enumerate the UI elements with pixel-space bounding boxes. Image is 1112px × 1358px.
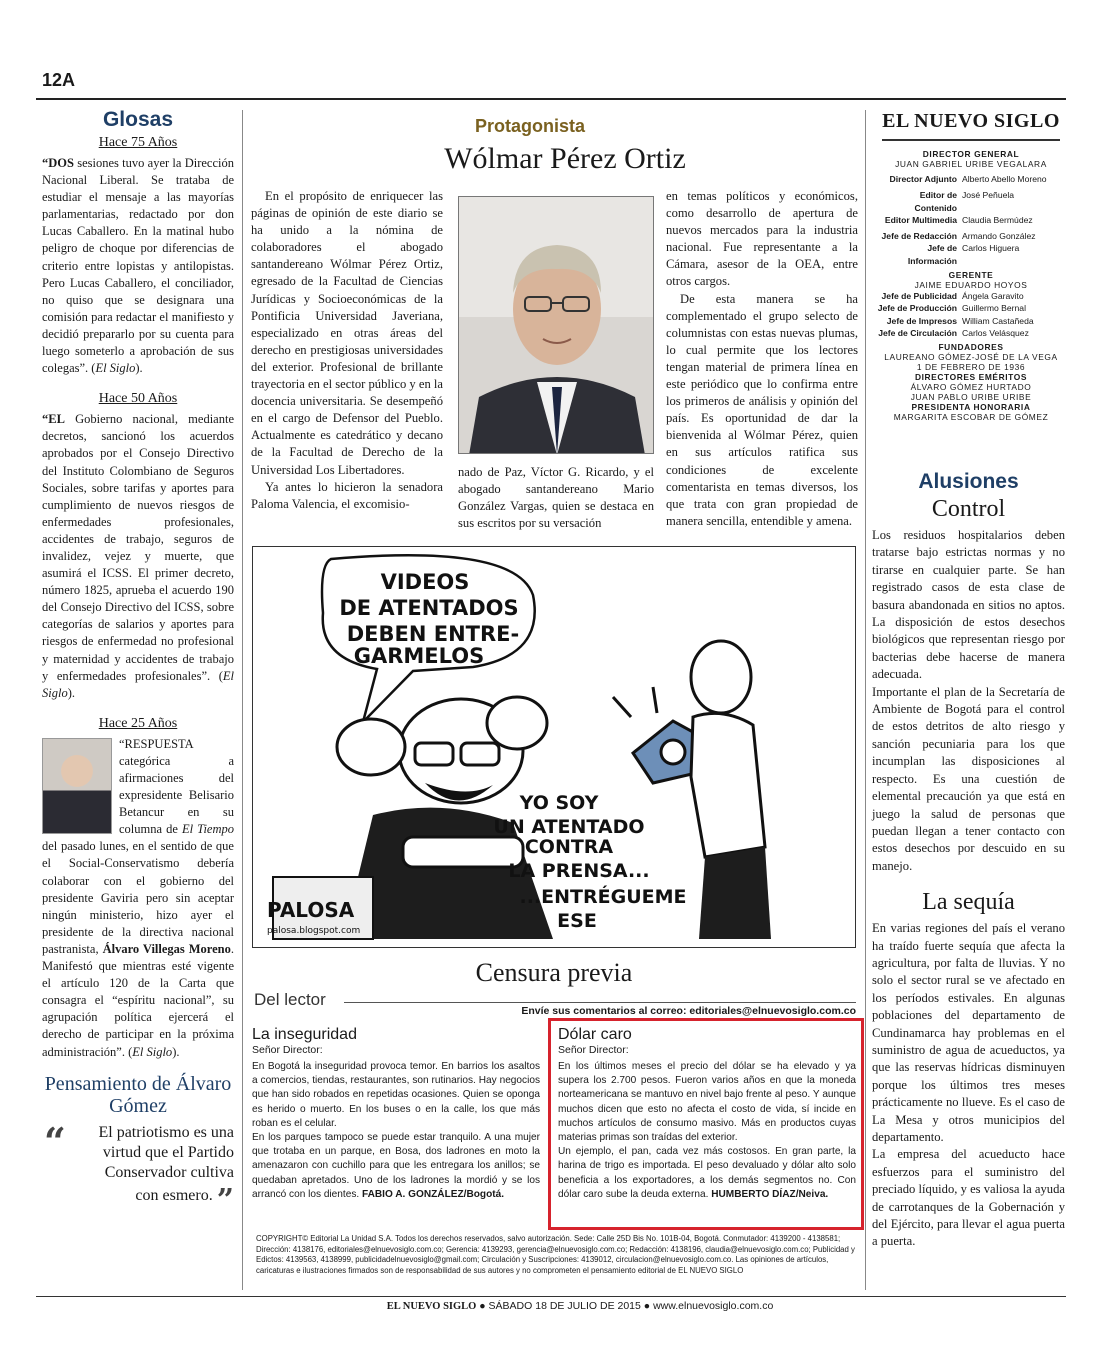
control-p1: Los residuos hospitalarios deben tratarse bajo estrictas normas y no tirarse en cualquier parte. Se han registrado casos de esta clase de basura abandonada en sitios no aptos. La disposición de estos desechos biológicos que representan riesgo por bacterias debe hacerse de manera adecuada. [872,528,1065,682]
cartoon-text-line: CONTRA [524,836,614,858]
staff-role: Jefe de Producción [877,303,957,314]
cartoon-text-line: YO SOY [519,792,599,814]
honoraria-label: PRESIDENTA HONORARIA [911,402,1031,413]
cartoon-text-line: VIDEOS [380,570,470,594]
page-footer [300,1300,860,1312]
director-name: JUAN GABRIEL URIBE VEGALARA [895,159,1047,169]
lector-heading: Del lector [254,990,326,1009]
staff-role: Jefe de Publicidad [881,291,957,302]
letter-2-salutation: Señor Director: [558,1044,629,1056]
sequia-title: La sequía [922,889,1015,916]
letter-2-p2: Un ejemplo, el pan, cada vez más costosos. En gran parte, la harina de trigo es importada. El peso devaluado y dólar alto solo beneficia a los exportadores, a los demás segmentos no. Con dólar caro sube la deuda externa. HUMBERTO DÍAZ/Neiva. [558,1146,856,1200]
control-p2: Importante el plan de la Secretaría de Ambiente de Bogotá para el control de estos detritos de alto riesgo y sanción pecuniaria para los que incumplan las disposiciones al respecto. Es una cuestión de elemental precaución ya que está en juego la salud de personas que puedan llegan a tener contacto con estos desechos por descuido en su manejo. [872,684,1065,873]
honoraria-name: MARGARITA ESCOBAR DE GÓMEZ [893,412,1049,423]
staff-row [876,230,1066,242]
staff-row [876,189,1066,214]
page-number: 12A [42,70,76,90]
close-quote-icon: ” [216,1182,234,1218]
lector-mail-prompt: Envíe sus comentarios al correo: editoriales@elnuevosiglo.com.co [521,1005,856,1017]
letter-1-salutation: Señor Director: [252,1044,323,1056]
footer-logo: EL NUEVO SIGLO [386,1301,477,1312]
staff-row [876,290,1066,302]
protagonista-col-2: nado de Paz, Víctor G. Ricardo, y el abogado santandereano Mario González Vargas, quien se destaca en sus escritos por su versación [458,465,654,531]
staff-row [876,302,1066,314]
letter-dolar-caro [558,1026,856,1202]
alusiones-column [872,470,1065,1251]
pensamiento-quote: “ El patriotismo es una virtud que el Partido Conservador cultiva con esmero. ” [44,1118,234,1218]
staff-row [876,242,1066,267]
staff-role: Jefe de Circulación [878,327,957,338]
cartoon-signature: PALOSA [267,898,355,922]
right-figure-head [691,641,751,713]
fundadores-date: 1 DE FEBRERO DE 1936 [916,362,1026,373]
copyright-notice: COPYRIGHT© Editorial La Unidad S.A. Todos los derechos reservados, salvo autorización. Sede: Calle 25D Bis No. 101B-04, Bogotá. Conmutador: 4139200 - 4138581; Dirección: 4138176, editoriales@elnuevosiglo.com.co; Gerencia: 4139293, gerencia@elnuevosiglo.com.co; Redacción: 4138196, claudia@elnuevosiglo.com.co; Publicidad y Edictos: 4139563, 4138999, publicidadelnuevosiglo@gmail.com; Circulación y Suscripciones: 4139012, circulacion@elnuevosiglo.com.co. Las opiniones de artículos, caricaturas e ilustraciones firmados son de responsabilidad de sus autores y no comprometen el pensamiento editorial de EL NUEVO SIGLO [256,1234,855,1275]
staff-row [876,327,1066,339]
footer-rule [36,1296,1066,1297]
staff-row [876,315,1066,327]
staff-list-1 [876,173,1066,267]
cartoon-text-line: ESE [557,910,597,932]
open-quote-icon: “ [44,1118,66,1164]
staff-role: Director Adjunto [889,174,957,184]
cartoon-site: palosa.blogspot.com [267,926,361,936]
footer-date: SÁBADO 18 DE JULIO DE 2015 [488,1300,641,1312]
letter-2-p1: En los últimos meses el precio del dólar se ha elevado y ya supera los 2.700 pesos. Fueron varios años en que la moneda norteamericana se mantuvo en nivel bajo frente al peso. Y aunque muchos dicen que esto no afecta el costo de vida, sí incide en muchos artículos de consumo masivo. Más en productos cuyas materias primas son traídas del exterior. [558,1061,856,1144]
staff-role: Editor Multimedia [884,214,957,225]
protagonista-photo [458,196,654,454]
staff-name: William Castañeda [962,315,1034,326]
staff-row [876,214,1066,226]
hace-25-heading: Hace 25 Años [98,715,178,731]
letter-1-p1: En Bogotá la inseguridad provoca temor. En barrios los asaltos a comercios, tiendas, restaurantes, son rutinarios. Hay negocios que han sido robados en repetidas ocasiones. Quien se oponga es herido o muerto. En los buses o en la calle, los que más roban es el celular. [252,1061,540,1129]
staff-name: José Peñuela [962,190,1015,201]
hace-25-text: “RESPUESTA categórica a afirmaciones del expresidente Belisario Betancur en su columna de El Tiempo del pasado lunes, en el sentido de que el Social-Conservatismo debería colaborar con el gobierno del presidente Gaviria pero sin aceptar ningún ministerio, hizo ayer el presidente de la directiva nacional pastranista, Álvaro Villegas Moreno. Manifestó que mientras esté vigente el artículo 120 de la Carta que consagra el “espíritu nacional”, su agrupación política ejercerá el derecho de participar en la próxima administración”. (El Siglo). [42,736,234,1059]
staff-row [876,173,1066,185]
sequia-p1: En varias regiones del país el verano ha traído fuerte sequía que afecta la agricultura, por falta de lluvias. Y no solo el sector rural se ve afectado en los períodos estivales. En algunas poblaciones del departamento de Cundinamarca hay problemas en el suministro de agua de acueductos, ya que las reservas hídricas disminuyen porque los últimos tres meses prácticamente no llueve. Es el caso de La Mesa y otros municipios del departamento. [872,921,1065,1144]
fundadores-label: FUNDADORES [938,342,1004,353]
letter-2-title: Dólar caro [558,1026,632,1043]
emeritos-label: DIRECTORES EMÉRITOS [914,372,1028,383]
control-title: Control [931,496,1006,522]
staff-role: Jefe de Impresos [886,315,957,326]
alusiones-heading: Alusiones [918,470,1019,493]
staff-name: Carlos Higuera [962,243,1020,254]
sequia-p2: La empresa del acueducto hace esfuerzos para el suministro del preciado líquido, y es valiosa la ayuda de carrotanques de la Gobernación y del Ejército, para llevar el agua puerta a puerta. [872,1147,1065,1249]
letter-inseguridad [252,1026,540,1202]
staff-name: Guillermo Bernal [962,303,1026,314]
hace-75-text: “DOS sesiones tuvo ayer la Dirección Nacional Liberal. Se trataba de estudiar el mensaje a las mayorías parlamentarias, redactado por don Lucas Caballero. En la matinal hubo peligro de choque por diferencias de criterio entre lopistas y antilopistas. Pero Lucas Caballero, el conciliador, no quiso que se designara una comisión para redactar el manifiesto y decidió prepararlo por su cuenta para luego someterlo a aprobación de sus colegas”. (El Siglo). [42,156,234,376]
cartoon-text-line: UN ATENTADO [493,816,645,838]
gerente-name: JAIME EDUARDO HOYOS [914,280,1028,291]
footer-site: www.elnuevosiglo.com.co [653,1300,774,1312]
editorial-cartoon [252,546,856,948]
staff-name: Carlos Velásquez [962,327,1029,338]
hace-75-heading: Hace 75 Años [98,135,178,150]
cartoon-title: Censura previa [475,958,633,987]
staff-role: Jefe de Redacción [881,231,957,242]
cartoon-text-line: DE ATENTADOS [339,596,519,620]
masthead [876,110,1066,422]
director-label: DIRECTOR GENERAL [922,149,1020,159]
glosas-column [42,108,234,1218]
hace-50-text: “EL Gobierno nacional, mediante decretos, sancionó los acuerdos aprobados por el Consejo Directivo del Instituto Colombiano de Seguros Sociales, sobre tarifas y aportes para cumplimiento de nuevos riesgos de enfermedades profesionales, accidentes de trabajo, seguros de invalidez, vejez y muerte, que asumirá el ICSS. El primer decreto, número 1825, aprueba el acuerdo 190 del Consejo Directivo del ICSS, sobre categorías de salarios y aportes para riesgos de enfermedad no profesional y maternidad y accidentes de trabajo y enfermedades profesionales”. (El Siglo). [42,412,234,700]
portrait-photo [42,738,112,834]
cartoon-text-line: DEBEN ENTRE- [346,622,520,646]
footer-dot-icon: ● [643,1300,654,1312]
staff-name: Claudia Bermúdez [962,214,1033,225]
right-figure-legs [699,847,771,939]
top-rule [36,98,1066,100]
staff-name: Armando González [962,231,1036,242]
letter-1-p2: En los parques tampoco se puede estar tranquilo. A una mujer que trotaba en un parque, en Bosa, dos ladrones en moto la amenazaron con cuchillo para que les entregara los anillos; se quedaban apretados. Uno de los ladrones la mordió y se los arrancó con los dientes. FABIO A. GONZÁLEZ/Bogotá. [252,1132,540,1200]
hace-50-heading: Hace 50 Años [98,391,178,407]
cartoon-text-line: GARMELOS [353,644,485,668]
masthead-rule [882,139,1060,141]
protagonista-col-3: en temas políticos y económicos, como desarrollo de apertura de nuevos mercados para la industria nacional. Fue representante a la Cámara, asesor de la OEA, entre otros cargos. De esta manera se ha complementado el grupo selecto de columnistas con estas nuevas plumas, lo cual permite que los lectores tengan material de primera línea en este periódico que lo confirma entre los primeros de análisis y opinión del país. Es oportunidad de dar la bienvenida al Wólmar Pérez, quien en sus artículos ratifica sus condiciones de excelente comentarista en temas diversos, los que trata con gran propiedad de manera sencilla, entendible y amena. [666,189,858,528]
footer-dot-icon: ● [479,1300,489,1312]
column-divider-right [865,110,866,1290]
gerente-label: GERENTE [948,270,994,281]
protagonista-col-1: En el propósito de enriquecer las páginas de opinión de este diario se ha unido a la nómina de colaboradores el abogado santandereano Wólmar Pérez Ortiz, egresado de la Facultad de Ciencias Jurídicas y Socioeconómicas de la Pontificia Universidad Javeriana, especializado en otras áreas del derecho en prestigiosas universidades del exterior. Profesional de brillante trayectoria en el sector público y en la docencia universitaria. Se desempeñó en el cargo de Defensor del Pueblo. Actualmente es catedrático y decano de la Facultad de Derecho de la Universidad Los Libertadores. Ya antes lo hicieron la senadora Paloma Valencia, el excomisio- [251,189,443,511]
protagonista-title: Wólmar Pérez Ortiz [444,142,686,175]
letter-1-title: La inseguridad [252,1026,357,1043]
protagonista-kicker: Protagonista [474,116,585,136]
fundadores-names: LAUREANO GÓMEZ-JOSÉ DE LA VEGA [884,352,1058,363]
staff-name: Ángela Garavito [962,291,1024,302]
column-divider-left [242,110,243,1290]
masthead-logo: EL NUEVO SIGLO [882,110,1060,132]
cartoon-text-line: LA PRENSA... [508,860,650,882]
staff-role: Editor de Contenido [914,190,957,213]
emerito-2: JUAN PABLO URIBE URIBE [910,392,1032,403]
cartoon-text-line: ...ENTRÉGUEME [519,886,687,908]
staff-name: Alberto Abello Moreno [962,174,1047,184]
staff-role: Jefe de Información [907,243,957,266]
pensamiento-heading: Pensamiento de Álvaro Gómez [44,1072,232,1117]
emerito-1: ÁLVARO GÓMEZ HURTADO [910,382,1032,393]
lector-rule [344,1002,856,1003]
glosas-heading: Glosas [102,108,174,131]
staff-list-2 [876,290,1066,339]
